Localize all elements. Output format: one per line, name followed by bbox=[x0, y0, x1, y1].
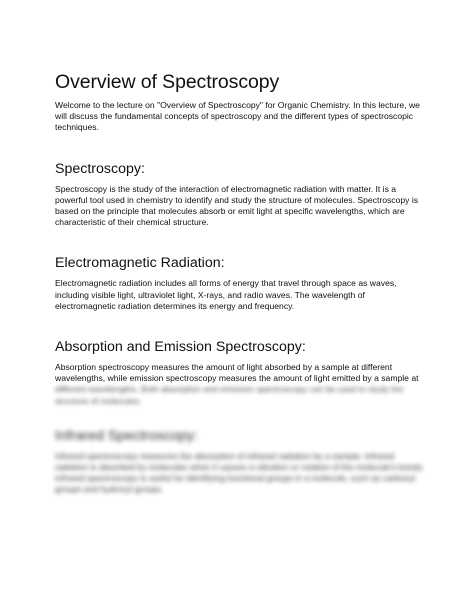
section-heading-absorption-emission: Absorption and Emission Spectroscopy: bbox=[55, 339, 306, 356]
document-title: Overview of Spectroscopy bbox=[55, 71, 280, 93]
section-infrared bbox=[55, 427, 427, 496]
section-heading-spectroscopy: Spectroscopy: bbox=[55, 160, 145, 177]
section-body-spectroscopy: Spectroscopy is the study of the interaction of electromagnetic radiation with matter. It is a powerful tool used in chemistry to identify and study the structure of molecules. Spectroscopy is based on the principle that molecules absorb or emit light at specific wavelengths, which are characteristic of their chemical structure. bbox=[55, 183, 419, 228]
section-electromagnetic-radiation bbox=[55, 254, 427, 312]
section-body-absorption-emission: Absorption spectroscopy measures the amount of light absorbed by a sample at different wavelengths, while emission spectroscopy measures the amount of light emitted by a sample at bbox=[55, 362, 419, 384]
section-body-absorption-emission-blurred: different wavelengths. Both absorption and emission spectroscopy can be used to study the structure of molecules. bbox=[55, 384, 404, 406]
intro-paragraph: Welcome to the lecture on "Overview of Spectroscopy" for Organic Chemistry. In this lecture, we will discuss the fundamental concepts of spectroscopy and the different types of spectroscopic techniques. bbox=[55, 100, 420, 133]
section-heading-electromagnetic-radiation: Electromagnetic Radiation: bbox=[55, 255, 225, 272]
section-spectroscopy bbox=[55, 160, 427, 229]
section-heading-infrared: Infrared Spectroscopy: bbox=[55, 427, 198, 444]
section-body-electromagnetic-radiation: Electromagnetic radiation includes all forms of energy that travel through space as waves, including visible light, ultraviolet light, X-rays, and radio waves. The wavelength of electromagnetic radiation determines its energy and frequency. bbox=[55, 278, 397, 311]
document-content bbox=[55, 70, 427, 496]
section-absorption-emission bbox=[55, 338, 427, 407]
section-body-infrared: Infrared spectroscopy measures the absorption of infrared radiation by a sample. Infrared radiation is absorbed by molecules when it causes a vibration or rotation of the molecule's bonds. Infrared spectroscopy is useful for identifying functional groups in a molecule, such as carbonyl groups and hydroxyl groups. bbox=[55, 450, 425, 495]
